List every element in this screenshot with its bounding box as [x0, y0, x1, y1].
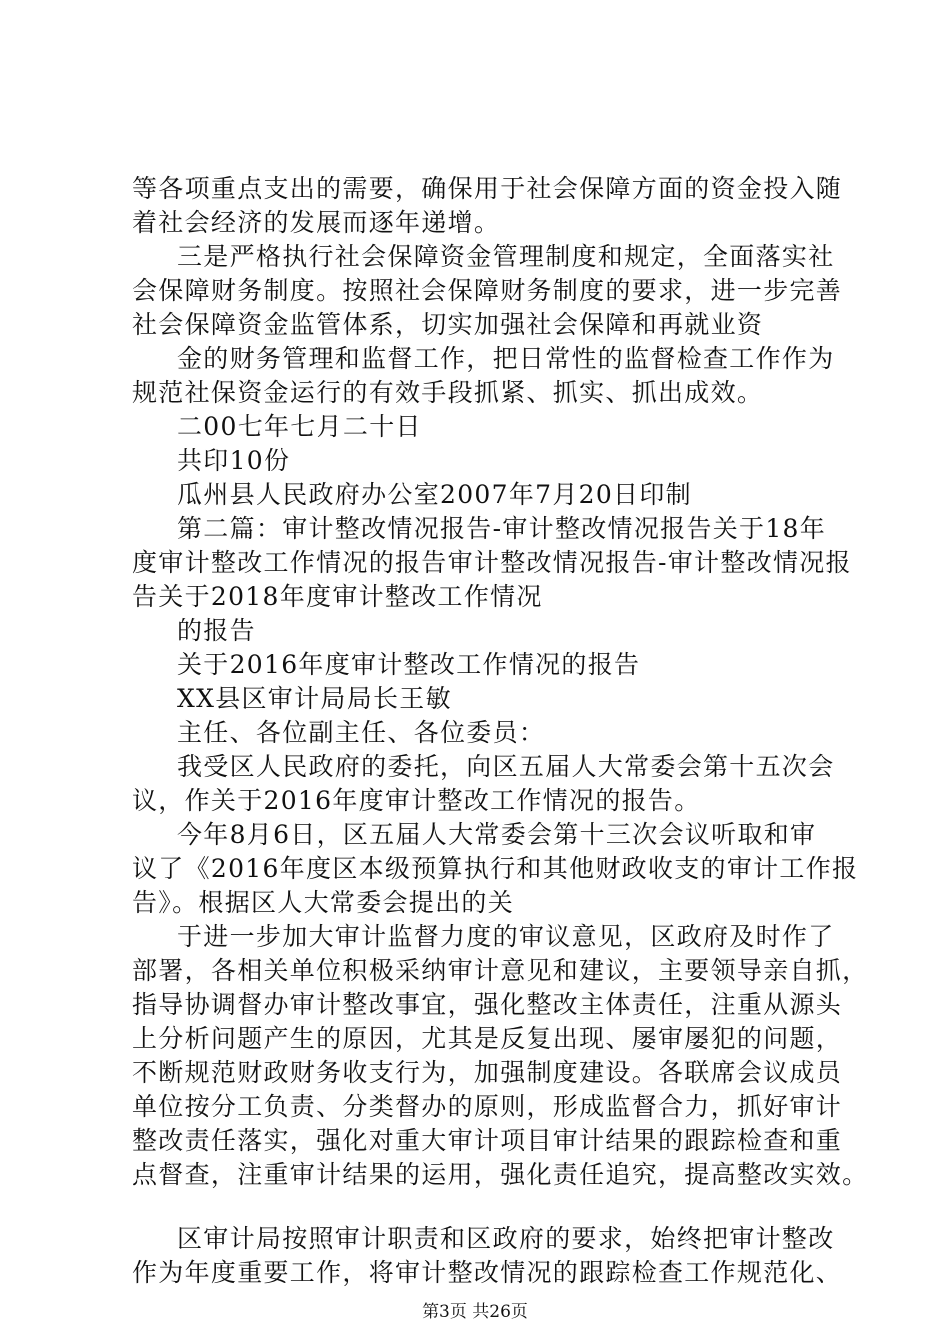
text-line: 指导协调督办审计整改事宜，强化整改主体责任，注重从源头	[132, 990, 843, 1019]
section-title-line: 度审计整改工作情况的报告审计整改情况报告-审计整改情况报	[132, 548, 852, 577]
text-line: 规范社保资金运行的有效手段抓紧、抓实、抓出成效。	[132, 378, 764, 407]
text-line: 社会保障资金监管体系，切实加强社会保障和再就业资	[132, 310, 764, 339]
text-line: 部署，各相关单位积极采纳审计意见和建议，主要领导亲自抓，	[132, 956, 869, 985]
copies-line: 共印10份	[177, 446, 291, 475]
text-line: 告》。根据区人大常委会提出的关	[132, 888, 515, 917]
report-title-line: 关于2016年度审计整改工作情况的报告	[177, 650, 641, 679]
date-line: 二00七年七月二十日	[177, 412, 422, 441]
text-line: 于进一步加大审计监督力度的审议意见，区政府及时作了	[177, 922, 835, 951]
salutation-line: 主任、各位副主任、各位委员：	[177, 718, 546, 747]
author-line: XX县区审计局局长王敏	[177, 684, 452, 713]
text-line: 单位按分工负责、分类督办的原则，形成监督合力，抓好审计	[132, 1092, 843, 1121]
section-title-line: 第二篇：审计整改情况报告-审计整改情况报告关于18年	[177, 514, 827, 543]
text-line: 的报告	[177, 616, 256, 645]
text-line: 作为年度重要工作，将审计整改情况的跟踪检查工作规范化、	[132, 1258, 843, 1287]
text-line: 金的财务管理和监督工作，把日常性的监督检查工作作为	[177, 344, 835, 373]
text-line: 等各项重点支出的需要，确保用于社会保障方面的资金投入随	[132, 174, 843, 203]
text-line: 着社会经济的发展而逐年递增。	[132, 208, 501, 237]
text-line: 三是严格执行社会保障资金管理制度和规定，全面落实社	[177, 242, 835, 271]
text-line: 议，作关于2016年度审计整改工作情况的报告。	[132, 786, 701, 815]
text-line: 整改责任落实，强化对重大审计项目审计结果的跟踪检查和重	[132, 1126, 843, 1155]
text-line: 区审计局按照审计职责和区政府的要求，始终把审计整改	[177, 1224, 835, 1253]
text-line: 上分析问题产生的原因，尤其是反复出现、屡审屡犯的问题，	[132, 1024, 843, 1053]
text-line: 不断规范财政财务收支行为，加强制度建设。各联席会议成员	[132, 1058, 843, 1087]
page-number-footer: 第3页 共26页	[422, 1302, 528, 1322]
text-line: 议了《2016年度区本级预算执行和其他财政收支的审计工作报	[132, 854, 859, 883]
text-line: 我受区人民政府的委托，向区五届人大常委会第十五次会	[177, 752, 835, 781]
issuer-line: 瓜州县人民政府办公室2007年7月20日印制	[177, 480, 692, 509]
text-line: 今年8月6日，区五届人大常委会第十三次会议听取和审	[177, 820, 817, 849]
section-title-line: 告关于2018年度审计整改工作情况	[132, 582, 543, 611]
text-line: 会保障财务制度。按照社会保障财务制度的要求，进一步完善	[132, 276, 843, 305]
text-line: 点督查，注重审计结果的运用，强化责任追究，提高整改实效。	[132, 1160, 869, 1189]
